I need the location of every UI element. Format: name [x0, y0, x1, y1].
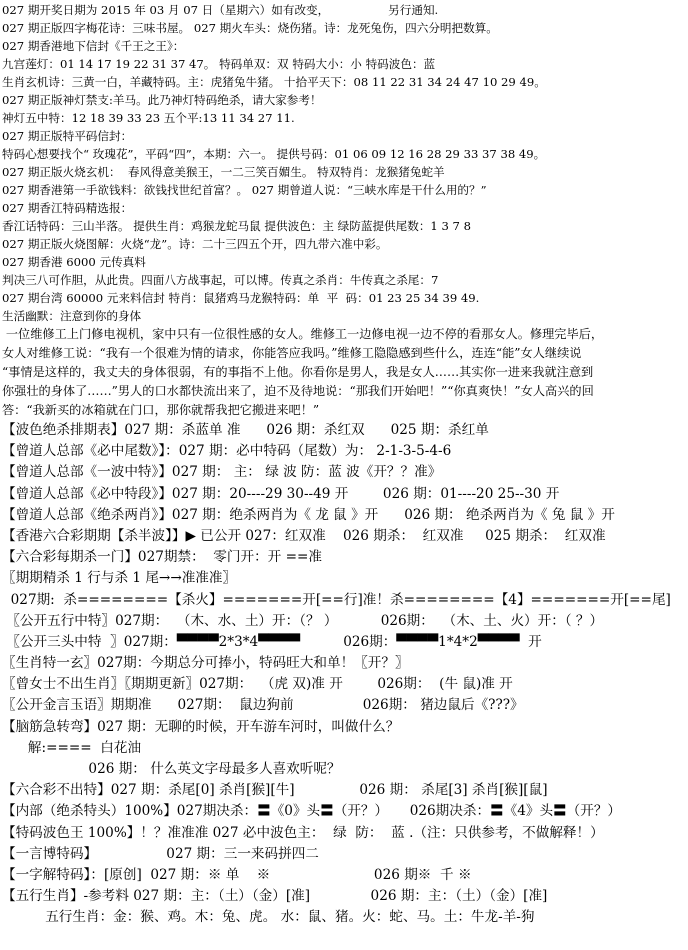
line-envelope-title: 027 期香港地下信封《千王之王》：: [2, 39, 185, 53]
tip-kill-two-zodiac: 【曾道人总部《绝杀两肖》】027 期：绝杀两肖为《 龙 鼠 》开 026 期： 绝杀两肖为《 兔 鼠 》开: [2, 506, 615, 523]
tip-color-kill: 【波色绝杀排期表】027 期：杀蓝单 准 026 期：杀红双 025 期：杀红单: [2, 422, 489, 438]
tip-one-wave: 【曾道人总部《一波中特》】027 期： 主： 绿 波 防：蓝 波《开？？准》: [2, 464, 442, 481]
tip-kill-one-gate: 【六合彩每期杀一门】027期禁： 零门开：开 ==准: [2, 549, 322, 566]
tip-kill-fire: 027期: 杀========【杀火】=======开[==行]准！杀========【4】=======开[==尾]: [2, 591, 671, 608]
line-rose-numbers: 特码心想要找个“ 玫瑰花”，平码“四”，本期：六一。 提供号码：01 06 09 12 16 28 29 33 37 38 49。: [2, 147, 546, 161]
line-draw-date-notice: 027 期开奖日期为 2015 年 03 月 07 日（星期六）如有改变， 另行通知.: [2, 3, 439, 17]
line-hongkong-hints: 香江话特码：三山半落。 提供生肖：鸡猴龙蛇马鼠 提供波色：主 绿防蓝提供尾数：1 3 7 8: [2, 219, 471, 233]
tip-one-word-bet: 【一言博特码】 027 期：三一来码拼四二: [2, 845, 319, 862]
line-fire-diagram: 027 期正版火烧图解：火烧“龙”。诗：二十三四五个开，四九带六准中彩。: [2, 237, 388, 251]
line-nine-palace: 九宫莲灯：01 14 17 19 22 31 37 47。 特码单双：双 特码大小：小 特码波色：蓝: [2, 57, 436, 71]
line-plum-poem-train: 027 期正版四字梅花诗：三味书屋。 027 期火车头：烧伤猪。诗：龙死兔伤，四六分明把数算。: [2, 21, 498, 35]
line-fax-6000: 027 期香港 6000 元传真料: [2, 255, 146, 269]
tip-kill-half-wave: 【香港六合彩期期【杀半波】】▶ 已公开 027：红双准 026 期杀： 红双准 025 期杀： 红双准: [2, 527, 606, 544]
line-fax-verdict: 判决三八可作胆，从此贵。四面八方战事起，可以博。传真之杀肖：牛传真之杀尾：7: [2, 273, 439, 287]
tip-zodiac-mystery: 〖生肖特一玄〗027期：今期总分可捧小，特码旺大和单！〖开？〗: [2, 655, 409, 672]
line-hongkong-select: 027 期香江特码精选报：: [2, 201, 133, 215]
tip-element-list: 五行生肖：金：猴、鸡。木：兔、虎。 水：鼠、猪。火：蛇、马。土：牛龙-羊-狗: [2, 909, 535, 926]
story-paragraph-line: “事情是这样的，我丈夫的身体很弱，有的事指不上他。你看你是男人，我是女人……其实你一进来我就注意到: [2, 365, 594, 379]
tip-kill-head: 【内部（绝杀特头）100%】027期决杀：〓《0》头〓（开？） 026期决杀：〓《4》头〓（开？）: [2, 803, 622, 820]
tip-color-king: 【特码波色王 100%】！？准准准 027 必中波色主： 绿 防： 蓝 .（注：只供参考，不做解释！）: [2, 824, 604, 841]
line-lamp-banned: 027 期正版神灯禁支:羊马。此乃神灯特码绝杀，请大家参考！: [2, 93, 322, 107]
line-flat-envelope: 027 期正版特平码信封：: [2, 129, 133, 143]
story-paragraph-line: 你强壮的身体了……”男人的口水都快流出来了，迫不及待地说：“那我们开始吧！”“你真爽快！”女人高兴的回: [2, 384, 594, 398]
tip-element-zodiac: 【五行生肖】-参考料 027 期：主：（土）（金）[准] 026 期：主：（土）（金）[准]: [2, 888, 548, 905]
story-paragraph-line: 女人对维修工说：“我有一个很难为情的请求，你能答应我吗。”维修工隐隐感到些什么，连连“能”女人继续说: [2, 346, 582, 360]
story-title: 生活幽默：注意到你的身体: [2, 309, 142, 323]
tip-number-range: 【曾道人总部《必中特段》】027 期：20----29 30--49 开 026 期：01----20 25--30 开: [2, 485, 560, 502]
story-paragraph-line: 一位维修工上门修电视机，家中只有一位很性感的女人。维修工一边修电视一边不停的看那女人。修理完毕后，: [2, 327, 604, 341]
tip-five-elements: 〖公开五行中特〗027期： （木、水、土）开：（？ ） 026期： （木、土、火）开：（ ？）: [2, 612, 604, 629]
tip-teaser-answer: 解:==== 白花油: [2, 739, 142, 756]
tip-golden-words: 〖公开金言玉语〗期期准 027期： 鼠边狗前 026期： 猪边鼠后《???》: [2, 697, 524, 714]
tip-tail-number: 【曾道人总部《必中尾数》】：027 期：必中特码（尾数）为： 2-1-3-5-4-6: [2, 443, 452, 460]
tip-kill-row-tail: 〖期期精杀 1 行与杀 1 尾→→准准准〗: [2, 570, 237, 587]
tip-brain-teaser: 【脑筋急转弯】027 期：无聊的时候，开车游车河时，叫做什么？: [2, 718, 400, 735]
tip-teaser-026: 026 期： 什么英文字母最多人喜欢听呢？: [2, 761, 341, 777]
line-lamp-five: 神灯五中特：12 18 39 33 23 五个平:13 11 34 27 11.: [2, 111, 295, 125]
tip-one-char-solve: 【一字解特码】：[原创] 027 期：※ 单 ※ 026 期※ 千 ※: [2, 866, 472, 883]
tip-not-out-special: 【六合彩不出特】027 期：杀尾[0] 杀肖[猴][牛] 026 期： 杀尾[3] 杀肖[猴][鼠]: [2, 782, 548, 799]
line-zodiac-riddle: 生肖玄机诗：三黄一白，羊藏特码。主：虎猪兔牛猪。 十拾平天下：08 11 22 31 34 24 47 10 29 49。: [2, 75, 546, 89]
line-richest: 027 期香港第一手欲钱料：欲钱找世纪首富？。 027 期曾道人说：“三峡水库是干什么用的？”: [2, 183, 487, 197]
tip-three-heads: 〖公开三头中特 〗027期：▀▀▀▀2*3*4▀▀▀▀ 026期：▀▀▀▀1*4*2▀▀▀▀ 开: [2, 633, 542, 650]
tip-not-out-zodiac: 〖曾女士不出生肖〗〖期期更新〗027期： （虎 双)准 开 026期： (牛 鼠)准 开: [2, 676, 513, 693]
story-paragraph-line: 答：“我新买的冰箱就在门口，那你就帮我把它搬进来吧！”: [2, 403, 320, 417]
line-fire-riddle: 027 期正版火烧玄机： 春风得意美猴王，一二三笑百媚生。 特双特肖：龙猴猪兔蛇羊: [2, 165, 445, 179]
line-taiwan-envelope: 027 期台湾 60000 元来料信封 特肖：鼠猪鸡马龙猴特码：单 平 码：01 23 25 34 39 49.: [2, 291, 480, 305]
